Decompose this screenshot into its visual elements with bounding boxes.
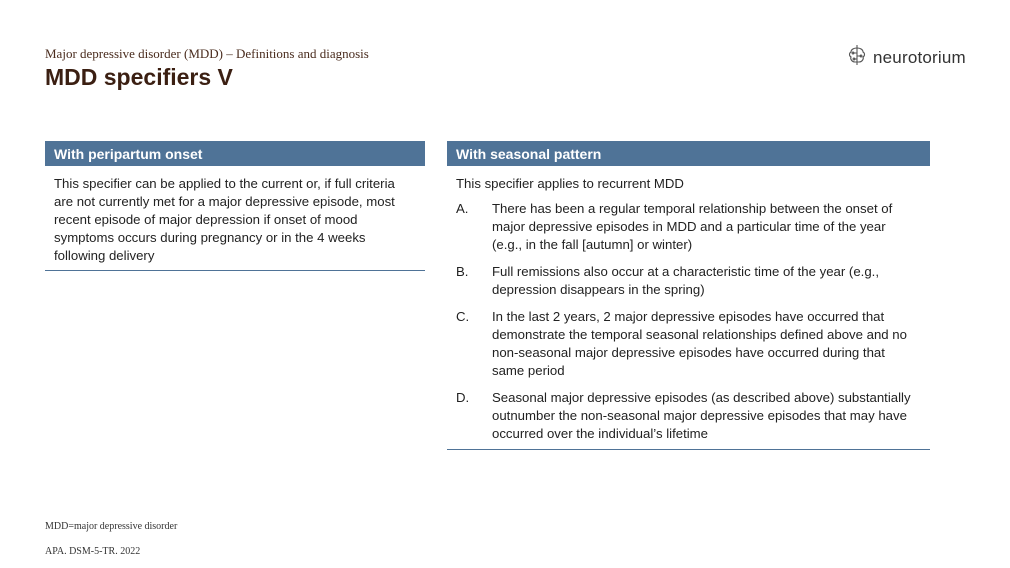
page-title: MDD specifiers V	[45, 64, 233, 90]
panel-intro-text: This specifier applies to recurrent MDD	[456, 176, 684, 191]
panel-body-text: This specifier can be applied to the current or, if full criteria are not currently met for a major depressive episode, most recent episode of major depression if onset of mood symptoms occurs during pregnancy or in the 4 weeks following delivery	[45, 166, 425, 271]
criterion-item	[456, 200, 919, 254]
criterion-item	[456, 308, 919, 380]
criterion-text: In the last 2 years, 2 major depressive episodes have occurred that demonstrate the temporal seasonal relationships defined above and no non-seasonal major depressive episodes have occurred during that same period	[492, 309, 907, 378]
criterion-text: Full remissions also occur at a characteristic time of the year (e.g., depression disappears in the spring)	[492, 264, 879, 297]
neurotorium-logo-icon	[847, 43, 867, 72]
panel-body	[447, 166, 930, 450]
reference-citation: APA. DSM-5-TR. 2022	[45, 546, 141, 557]
panel-heading: With peripartum onset	[45, 141, 425, 166]
seasonal-panel	[447, 141, 930, 450]
abbreviation-footnote: MDD=major depressive disorder	[45, 521, 178, 532]
criterion-text: There has been a regular temporal relationship between the onset of major depressive episodes in MDD and a particular time of the year (e.g., in the fall [autumn] or winter)	[492, 201, 893, 252]
criterion-letter: A.	[456, 201, 469, 216]
panel-heading: With seasonal pattern	[447, 141, 930, 166]
logo-text: neurotorium	[873, 47, 966, 67]
criterion-letter: D.	[456, 390, 470, 405]
criterion-item	[456, 389, 919, 443]
criterion-item	[456, 263, 919, 299]
criterion-text: Seasonal major depressive episodes (as described above) substantially outnumber the non-seasonal major depressive episodes that may have occurred over the individual’s lifetime	[492, 390, 911, 441]
logo	[847, 43, 966, 72]
peripartum-panel	[45, 141, 425, 271]
criterion-letter: C.	[456, 309, 470, 324]
section-subtitle: Major depressive disorder (MDD) – Definitions and diagnosis	[45, 46, 369, 61]
criterion-letter: B.	[456, 264, 469, 279]
